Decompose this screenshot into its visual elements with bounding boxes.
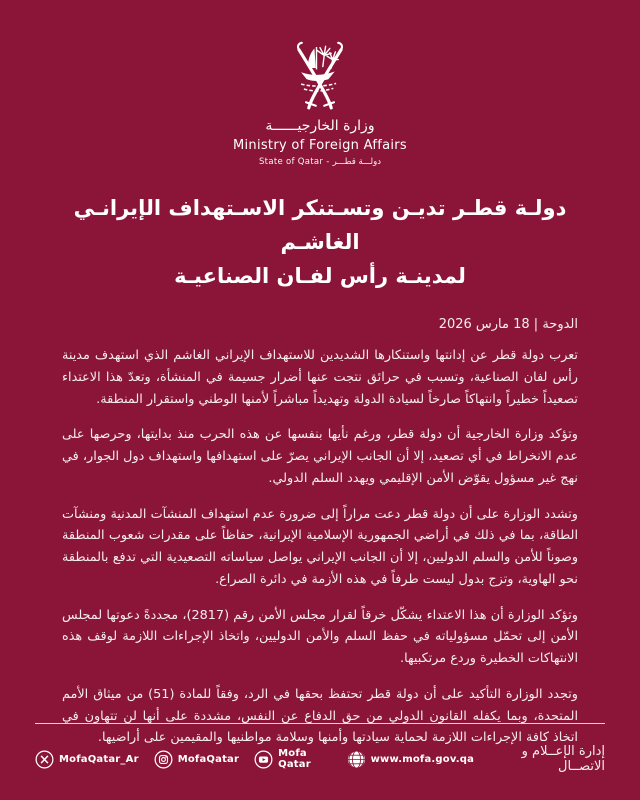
statement-paragraph: وتجدد الوزارة التأكيد على أن دولة قطر تحتفظ بحقها في الرد، وفقاً للمادة (51) من ميثاق الأمم المتحدة، وبما يكفله القانون الدولي من حق الدفاع عن النفس، مشددة على أنها لن تتهاون في اتخاذ كافة الإجراءات اللازمة لحماية سيادتها وأمنها وسلامة مواطنيها والمقيمين على أراضيها. xyxy=(62,686,578,746)
footer xyxy=(35,742,605,776)
social-handle: www.mofa.gov.qa xyxy=(370,753,475,765)
state-of-qatar-line: State of Qatar - دولـــة قطـــر xyxy=(258,157,381,167)
statement-title-line1: دولـة قطـر تديـن وتسـتنكر الاسـتهداف الإيرانـي الغاشـم xyxy=(73,196,567,255)
statement-paragraph: وتشدد الوزارة على أن دولة قطر دعت مراراً إلى ضرورة عدم استهداف المنشآت المدنية ومنشآت الطاقة، بما في ذلك في أراضي الجمهورية الإسلامية الإيرانية، حفاظاً على مقدرات شعوب المنطقة وصوناً للأمن والسلم الدوليين، إلا أن الجانب الإيراني يواصل سياساته التصعيدية التي تدفع بالمنطقة نحو الهاوية، وتزج بدول ليست طرفاً في هذه الأزمة في دائرة الصراع. xyxy=(62,506,578,587)
social-handle: MofaQatar_Ar xyxy=(59,753,139,765)
x-icon xyxy=(35,750,54,769)
social-handle: MofaQatar xyxy=(177,753,240,765)
ministry-name-arabic: وزارة الخارجيــــــة xyxy=(265,118,375,134)
ministry-name-english: Ministry of Foreign Affairs xyxy=(232,138,408,153)
department-name: إدارة الإعــلام و الاتصــال xyxy=(521,744,605,774)
globe-icon xyxy=(347,750,366,769)
ministry-header xyxy=(0,0,640,167)
youtube-icon xyxy=(254,750,273,769)
social-link-instagram[interactable] xyxy=(154,750,239,769)
statement-paragraph: وتؤكد الوزارة أن هذا الاعتداء يشكّل خرقاً لقرار مجلس الأمن رقم (2817)، مجددةً دعوتها لمجلس الأمن إلى تحمّل مسؤولياته في حفظ السلم والأمن الدوليين، واتخاذ الإجراءات اللازمة لوقف هذه الانتهاكات الخطيرة وردع مرتكبيها. xyxy=(62,607,578,667)
statement-paragraph: تعرب دولة قطر عن إدانتها واستنكارها الشديدين للاستهداف الإيراني الغاشم الذي استهدف مدينة رأس لفان الصناعية، وتسبب في حرائق نتجت عنها أضرار جسيمة في المنشأة، وتعدّ هذا الاعتداء تصعيداً خطيراً وانتهاكاً صارخاً لسيادة الدولة وتهديداً مباشراً لأمنها الوطني واستقرار المنطقة. xyxy=(62,348,578,407)
statement-body xyxy=(62,345,578,749)
dateline: الدوحة | 18 مارس 2026 xyxy=(438,317,578,333)
social-link-youtube[interactable] xyxy=(254,748,331,770)
social-link-x[interactable] xyxy=(35,750,139,769)
statement-paragraph: وتؤكد وزارة الخارجية أن دولة قطر، ورغم نأيها بنفسها عن هذه الحرب منذ بدايتها، وحرصها على عدم الانخراط في أي تصعيد، إلا أن الجانب الإيراني يصرّ على استهدافها واستهداف دول الجوار، في نهج غير مسؤول يقوّض الأمن الإقليمي ويهدد السلم الدولي. xyxy=(62,427,578,486)
qatar-emblem-logo xyxy=(278,40,362,110)
statement-title-line2: لمدينـة رأس لفـان الصناعيـة xyxy=(174,264,466,289)
footer-divider xyxy=(35,723,605,724)
instagram-icon xyxy=(154,750,173,769)
social-links xyxy=(35,748,474,770)
statement-title xyxy=(42,191,598,293)
social-handle: Mofa Qatar xyxy=(278,748,311,770)
social-link-website[interactable] xyxy=(347,750,475,769)
